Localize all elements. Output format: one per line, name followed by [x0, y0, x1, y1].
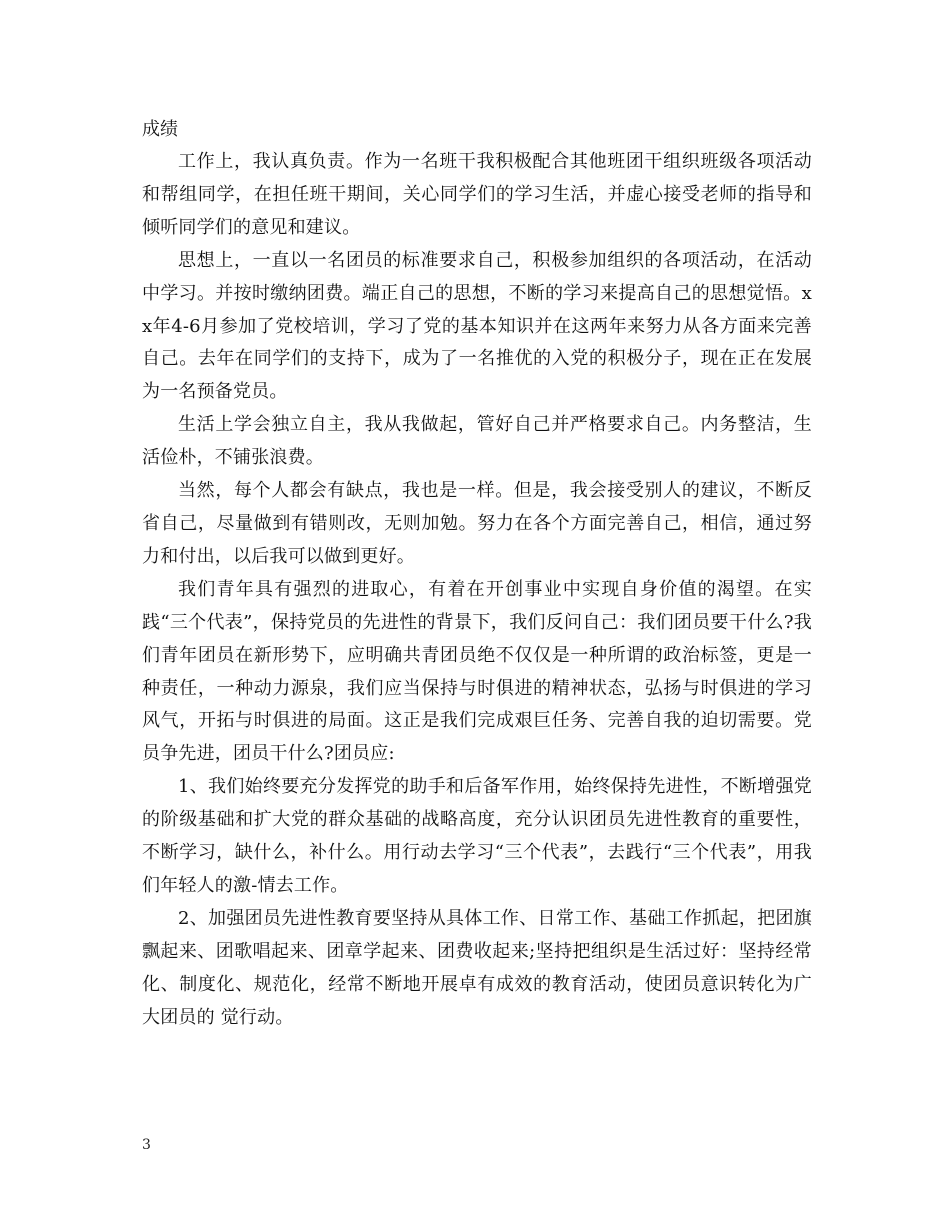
document-body: [142, 113, 812, 1034]
paragraph-youth: 我们青年具有强烈的进取心，有着在开创事业中实现自身价值的渴望。在实践“三个代表”，保持党员的先进性的背景下，我们反问自己：我们团员要干什么?我们青年团员在新形势下，应明确共青团员绝不仅仅是一种所谓的政治标签，更是一种责任，一种动力源泉，我们应当保持与时俱进的精神状态，弘扬与时俱进的学习风气，开拓与时俱进的局面。这正是我们完成艰巨任务、完善自我的迫切需要。党员争先进，团员干什么?团员应:: [142, 578, 812, 765]
paragraph-point-1: 1、我们始终要充分发挥党的助手和后备军作用，始终保持先进性，不断增强党的阶级基础和扩大党的群众基础的战略高度，充分认识团员先进性教育的重要性，不断学习，缺什么，补什么。用行动去学习“三个代表”，去践行“三个代表”，用我们年轻人的激-情去工作。: [142, 776, 812, 896]
paragraph-shortcomings: 当然，每个人都会有缺点，我也是一样。但是，我会接受别人的建议，不断反省自己，尽量做到有错则改，无则加勉。努力在各个方面完善自己，相信，通过努力和付出，以后我可以做到更好。: [142, 480, 812, 567]
paragraph-work: 工作上，我认真负责。作为一名班干我积极配合其他班团干组织班级各项活动和帮组同学，在担任班干期间，关心同学们的学习生活，并虚心接受老师的指导和倾听同学们的意见和建议。: [142, 151, 812, 238]
paragraph-life: 生活上学会独立自主，我从我做起，管好自己并严格要求自己。内务整洁，生活俭朴，不铺张浪费。: [142, 414, 812, 469]
paragraph-point-2: 2、加强团员先进性教育要坚持从具体工作、日常工作、基础工作抓起，把团旗飘起来、团歌唱起来、团章学起来、团费收起来;坚持把组织是生活过好：坚持经常化、制度化、规范化，经常不断地开展卓有成效的教育活动，使团员意识转化为广大团员的 觉行动。: [142, 907, 812, 1028]
section-heading: 成绩: [142, 119, 178, 140]
paragraph-thought: 思想上，一直以一名团员的标准要求自己，积极参加组织的各项活动，在活动中学习。并按时缴纳团费。端正自己的思想，不断的学习来提高自己的思想觉悟。xx年4-6月参加了党校培训，学习了党的基本知识并在这两年来努力从各方面来完善自己。去年在同学们的支持下，成为了一名推优的入党的积极分子，现在正在发展为一名预备党员。: [142, 249, 812, 403]
page-number: 3: [142, 1137, 151, 1153]
